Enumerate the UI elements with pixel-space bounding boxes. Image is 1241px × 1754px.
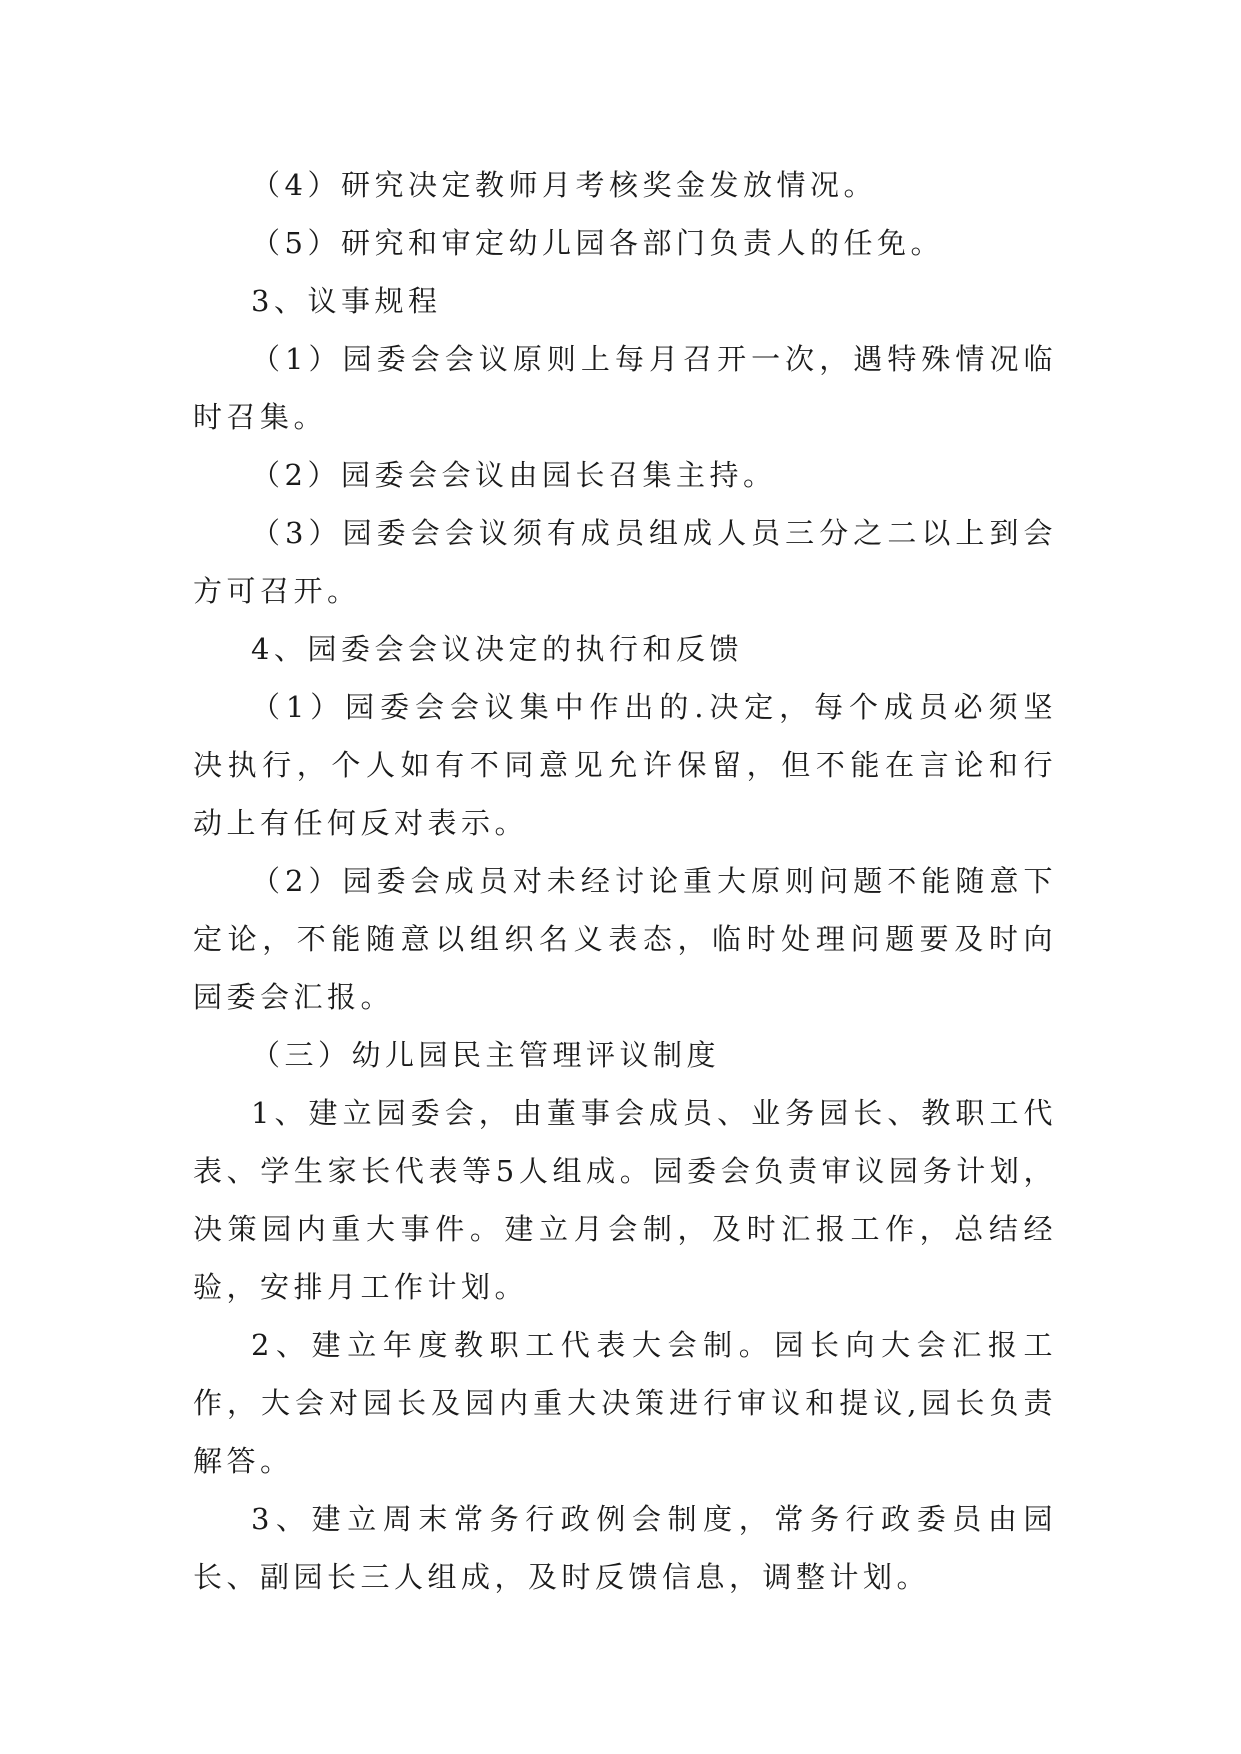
paragraph-procedure-3: （3）园委会会议须有成员组成人员三分之二以上到会方可召开。 — [193, 516, 1057, 608]
paragraph-execution-2: （2）园委会成员对未经讨论重大原则问题不能随意下定论，不能随意以组织名义表态，临时处理问题要及时向园委会汇报。 — [193, 864, 1057, 1014]
document-body — [193, 156, 1057, 1606]
paragraph-procedure-1: （1）园委会会议原则上每月召开一次，遇特殊情况临时召集。 — [193, 342, 1057, 434]
paragraph-management-3: 3、建立周末常务行政例会制度，常务行政委员由园长、副园长三人组成，及时反馈信息，调整计划。 — [193, 1502, 1057, 1594]
paragraph-execution-1: （1）园委会会议集中作出的.决定，每个成员必须坚决执行，个人如有不同意见允许保留，但不能在言论和行动上有任何反对表示。 — [193, 690, 1057, 840]
section-heading-democratic-management: （三）幼儿园民主管理评议制度 — [251, 1038, 721, 1072]
paragraph-item-5: （5）研究和审定幼儿园各部门负责人的任免。 — [251, 226, 944, 260]
section-heading-procedures: 3、议事规程 — [251, 284, 442, 318]
paragraph-item-4: （4）研究决定教师月考核奖金发放情况。 — [251, 168, 877, 202]
section-heading-execution: 4、园委会会议决定的执行和反馈 — [251, 632, 743, 666]
paragraph-procedure-2: （2）园委会会议由园长召集主持。 — [251, 458, 777, 492]
paragraph-management-1: 1、建立园委会，由董事会成员、业务园长、教职工代表、学生家长代表等5人组成。园委会负责审议园务计划，决策园内重大事件。建立月会制，及时汇报工作，总结经验，安排月工作计划。 — [193, 1096, 1057, 1304]
paragraph-management-2: 2、建立年度教职工代表大会制。园长向大会汇报工作，大会对园长及园内重大决策进行审议和提议,园长负责解答。 — [193, 1328, 1057, 1478]
